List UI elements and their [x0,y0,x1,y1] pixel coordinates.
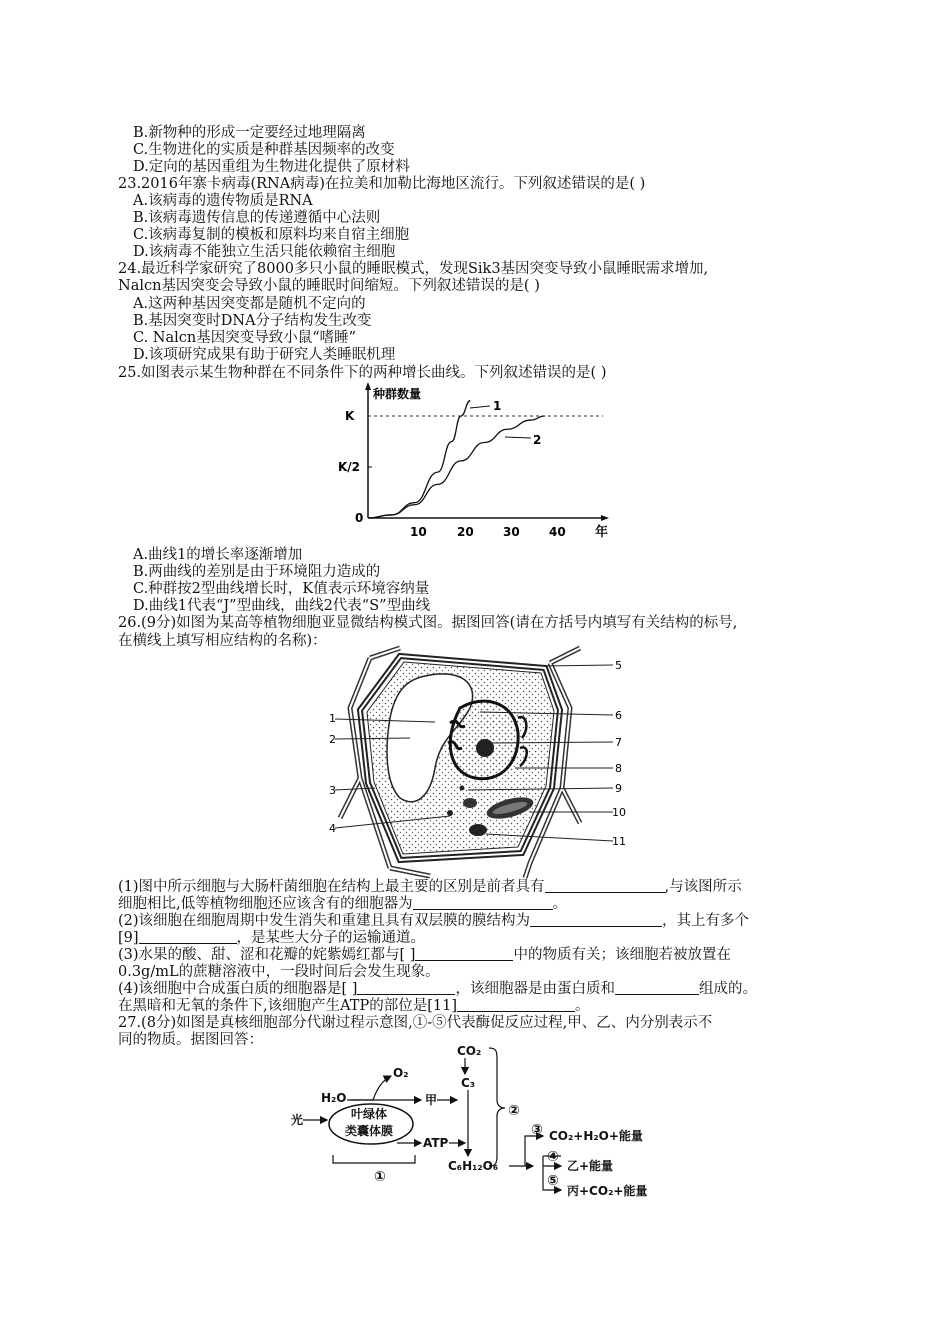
cell-label-8: 8 [615,762,622,775]
process-1-label: ① [374,1169,386,1185]
light-label: 光 [291,1113,304,1127]
curve-1-label: 1 [493,399,502,413]
answer-blank[interactable] [615,980,699,995]
q22-option-d: D.定向的基因重组为生物进化提供了原材料 [133,159,410,175]
x-tick-40: 40 [549,525,566,539]
q24-stem-line2: Nalcn基因突变会导致小鼠的睡眠时间缩短。下列叙述错误的是( ) [118,278,540,294]
cell-label-1: 1 [329,712,336,725]
co2-label: CO₂ [457,1044,482,1058]
brace [489,1048,505,1166]
cell-label-10: 10 [612,806,626,819]
q26-stem-line2: 在横线上填写相应结构的名称)： [118,633,327,649]
x-tick-30: 30 [503,525,520,539]
q25-option-b: B.两曲线的差别是由于环境阻力造成的 [133,564,381,580]
q27-stem-line1: 27.(8分)如图是真核细胞部分代谢过程示意图,①-⑤代表酶促反应过程,甲、乙、内分别表示不 [118,1015,713,1031]
cell-label-2: 2 [329,733,336,746]
answer-blank[interactable] [545,878,665,893]
cell-label-9: 9 [615,782,622,795]
output-4-label: 乙+能量 [567,1159,614,1173]
q23-option-d: D.该病毒不能独立生活只能依赖宿主细胞 [133,244,396,260]
q22-option-c: C.生物进化的实质是种群基因频率的改变 [133,142,395,158]
process-3-label: ③ [531,1122,543,1138]
process-4-label: ④ [547,1149,559,1165]
y-tick-0: 0 [355,511,364,525]
cell-label-4: 4 [329,822,336,835]
x-axis-arrow [601,515,609,521]
glucose-label: C₆H₁₂O₆ [448,1159,499,1173]
output-5-label: 丙+CO₂+能量 [567,1184,648,1198]
process-2-label: ② [508,1103,520,1119]
metabolism-diagram [285,1040,685,1205]
cell-label-5: 5 [615,659,622,672]
q24-option-d: D.该项研究成果有助于研究人类睡眠机理 [133,347,396,363]
plant-cell-diagram [330,648,630,878]
q23-option-c: C.该病毒复制的模板和原料均来自宿主细胞 [133,227,410,243]
thylakoid-label: 类囊体膜 [345,1124,394,1138]
q26-part1-line2: 细胞相比,低等植物细胞还应该含有的细胞器为 。 [118,896,568,912]
q27-stem-line2: 同的物质。据图回答： [118,1032,263,1048]
answer-blank[interactable] [415,946,513,961]
x-tick-20: 20 [457,525,474,539]
nucleolus [476,739,494,757]
q25-stem: 25.如图表示某生物种群在不同条件下的两种增长曲线。下列叙述错误的是( ) [118,365,607,381]
q24-option-c: C. Nalcn基因突变导致小鼠“嗜睡” [133,330,357,346]
q26-part1-line1: (1)图中所示细胞与大肠杆菌细胞在结构上最主要的区别是前者具有 ,与该图所示 [118,879,742,895]
q26-part2-line1: (2)该细胞在细胞周期中发生消失和重建且具有双层膜的膜结构为 ，其上有多个 [118,913,750,929]
x-axis-label: 年 [595,525,609,540]
answer-blank[interactable] [530,912,662,927]
c3-label: C₃ [461,1076,476,1090]
y-tick-k: K [345,409,355,423]
q24-stem-line1: 24.最近科学家研究了8000多只小鼠的睡眠模式，发现Sik3基因突变导致小鼠睡眠需求增加, [118,261,709,277]
chloroplast-label: 叶绿体 [351,1107,388,1121]
q25-option-d: D.曲线1代表“J”型曲线，曲线2代表“S”型曲线 [133,598,431,614]
q24-option-b: B.基因突变时DNA分子结构发生改变 [133,313,372,329]
q26-part4-line2: 在黑暗和无氧的条件下,该细胞产生ATP的部位是[11] 。 [118,998,590,1014]
q26-part4-line1: (4)该细胞中合成蛋白质的细胞器是[ ] ，该细胞器是由蛋白质和 组成的。 [118,981,757,997]
y-axis-arrow [365,382,371,390]
q26-part2-line2: [9] ，是某些大分子的运输通道。 [118,930,426,946]
cell-label-6: 6 [615,709,622,722]
answer-blank[interactable] [413,895,553,910]
o2-label: O₂ [393,1066,409,1080]
process-5-label: ⑤ [547,1173,559,1189]
curve-1 [368,401,470,518]
q23-option-a: A.该病毒的遗传物质是RNA [133,193,313,209]
q26-part3-line2: 0.3g/mL的蔗糖溶液中，一段时间后会发生现象。 [118,964,440,980]
y-axis-label: 种群数量 [373,387,422,401]
q23-stem: 23.2016年寨卡病毒(RNA病毒)在拉美和加勒比海地区流行。下列叙述错误的是( ) [118,176,646,192]
growth-curve-chart [335,380,625,545]
mitochondrion [469,824,487,836]
y-tick-k2: K/2 [338,460,361,474]
answer-blank[interactable] [457,997,575,1012]
cell-label-3: 3 [329,784,336,797]
curve-2-leader [505,437,531,438]
curve-2-label: 2 [533,433,542,447]
answer-blank[interactable] [357,980,455,995]
cell-label-7: 7 [615,736,622,749]
jia-label: 甲 [425,1093,438,1107]
q24-option-a: A.这两种基因突变都是随机不定向的 [133,296,366,312]
atp-label: ATP [423,1136,449,1150]
h2o-label: H₂O [321,1091,347,1105]
q22-option-b: B.新物种的形成一定要经过地理隔离 [133,125,366,141]
q26-part3-line1: (3)水果的酸、甜、涩和花瓣的姹紫嫣红都与[ ] 中的物质有关；该细胞若被放置在 [118,947,731,963]
q25-option-a: A.曲线1的增长率逐渐增加 [133,547,303,563]
curve-1-leader [470,406,490,408]
q26-stem-line1: 26.(9分)如图为某高等植物细胞亚显微结构模式图。据图回答(请在方括号内填写有关结构的标号, [118,615,738,631]
output-3-label: CO₂+H₂O+能量 [549,1129,643,1143]
answer-blank[interactable] [139,929,237,944]
x-tick-10: 10 [410,525,427,539]
q23-option-b: B.该病毒遗传信息的传递遵循中心法则 [133,210,381,226]
q25-option-c: C.种群按2型曲线增长时，K值表示环境容纳量 [133,581,430,597]
cell-label-11: 11 [612,835,626,848]
